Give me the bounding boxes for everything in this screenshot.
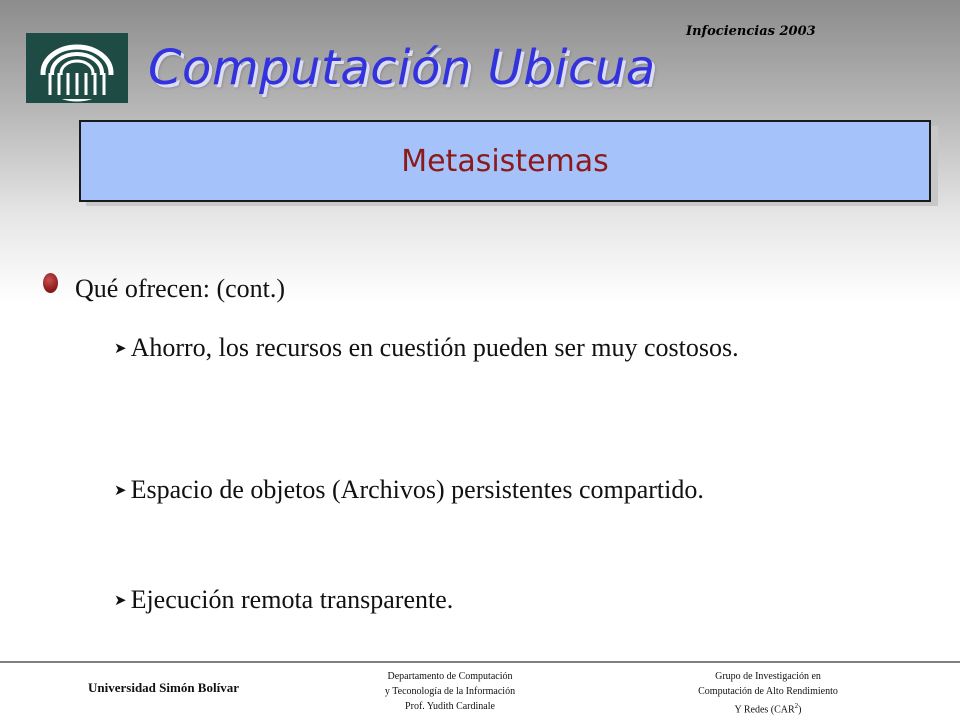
footer-group-line: Computación de Alto Rendimiento bbox=[698, 686, 838, 697]
list-item-text: Ejecución remota transparente. bbox=[130, 585, 454, 614]
footer-department-line: Departamento de Computación bbox=[387, 671, 513, 682]
footer-group-line: Grupo de Investigación en bbox=[715, 671, 821, 682]
list-item bbox=[114, 472, 704, 509]
list-item bbox=[114, 330, 834, 367]
bullet-dot-icon bbox=[43, 273, 58, 293]
footer-department bbox=[350, 669, 550, 714]
footer-university: Universidad Simón Bolívar bbox=[88, 680, 239, 695]
university-logo bbox=[26, 33, 128, 103]
list-item bbox=[114, 582, 453, 619]
section-title: Metasistemas bbox=[401, 143, 609, 179]
bullet-heading: Qué ofrecen: (cont.) bbox=[75, 274, 286, 303]
section-banner bbox=[79, 120, 931, 202]
arrow-bullet-icon: ➤ bbox=[114, 341, 127, 357]
footer-department-line: Prof. Yudith Cardinale bbox=[405, 701, 495, 712]
list-item-text: Ahorro, los recursos en cuestión pueden ser muy costosos. bbox=[130, 333, 739, 362]
footer-group bbox=[668, 669, 868, 717]
footer-group-line: Y Redes (CAR$^2$) bbox=[734, 702, 802, 716]
conference-label: Infociencias 2003 bbox=[686, 24, 816, 39]
usb-university-logo-icon bbox=[26, 33, 128, 103]
footer-department-line: y Teconología de la Información bbox=[384, 686, 516, 697]
footer-divider bbox=[0, 661, 960, 663]
page-title: Computación Ubicua bbox=[148, 40, 656, 96]
arrow-bullet-icon: ➤ bbox=[114, 483, 127, 499]
arrow-bullet-icon: ➤ bbox=[114, 593, 127, 609]
list-item-text: Espacio de objetos (Archivos) persistentes compartido. bbox=[130, 475, 704, 504]
